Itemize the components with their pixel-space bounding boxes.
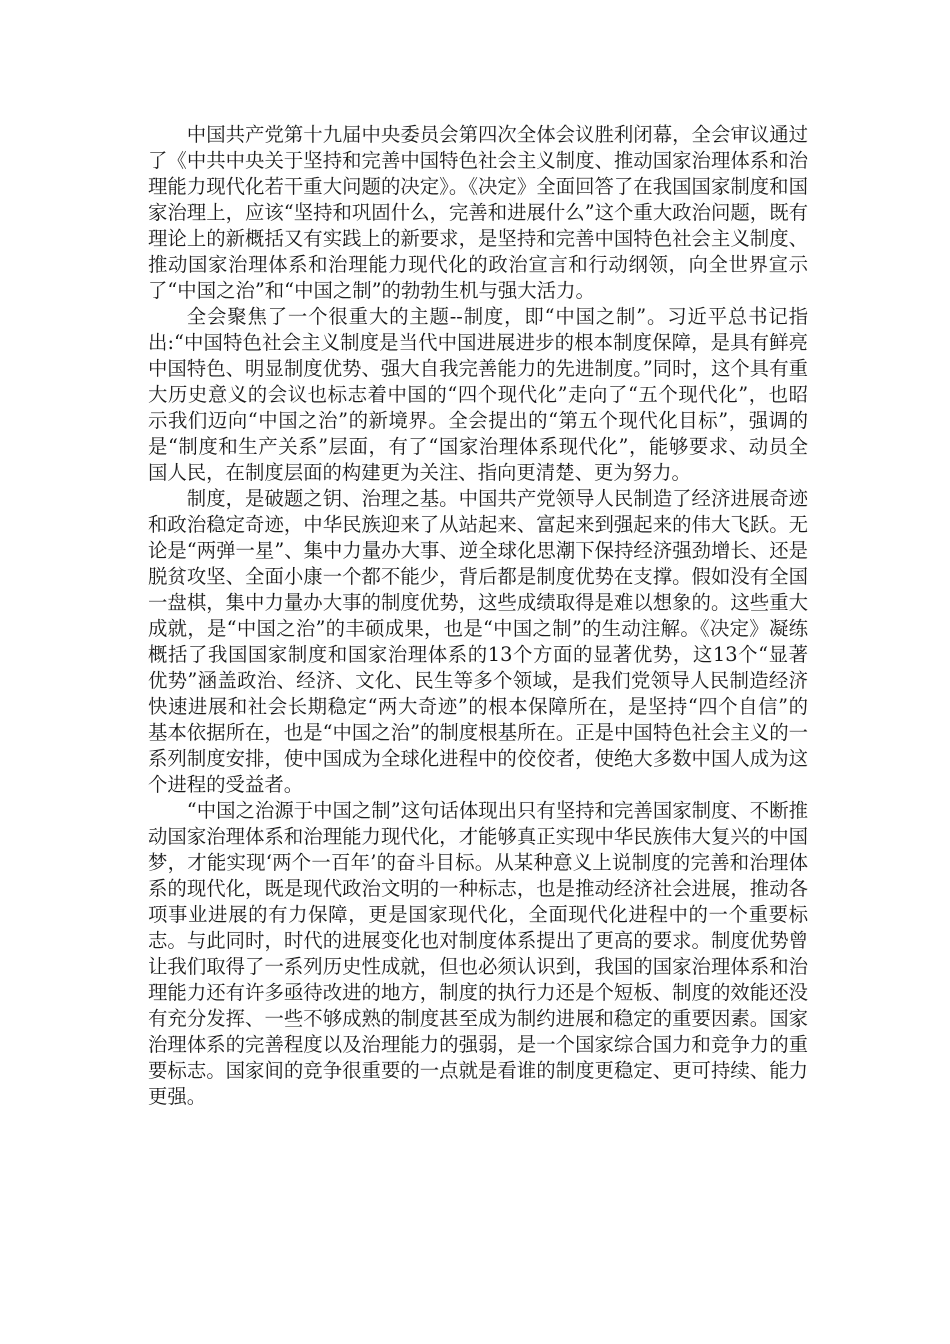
paragraph-4: “中国之治源于中国之制”这句话体现出只有坚持和完善国家制度、不断推动国家治理体系和治理能力现代化，才能够真正实现中华民族伟大复兴的中国梦，才能实现‘两个一百年’的奋斗目标。从某种意义上说制度的完善和治理体系的现代化，既是现代政治文明的一种标志，也是推动经济社会进展，推动各项事业进展的有力保障，更是国家现代化，全面现代化进程中的一个重要标志。与此同时，时代的进展变化也对制度体系提出了更高的要求。制度优势曾让我们取得了一系列历史性成就，但也必须认识到，我国的国家治理体系和治理能力还有许多亟待改进的地方，制度的执行力还是个短板、制度的效能还没有充分发挥、一些不够成熟的制度甚至成为制约进展和稳定的重要因素。国家治理体系的完善程度以及治理能力的强弱，是一个国家综合国力和竞争力的重要标志。国家间的竞争很重要的一点就是看谁的制度更稳定、更可持续、能力更强。 [148, 799, 808, 1108]
document-body [148, 122, 808, 1110]
paragraph-3: 制度，是破题之钥、治理之基。中国共产党领导人民制造了经济进展奇迹和政治稳定奇迹，中华民族迎来了从站起来、富起来到强起来的伟大飞跃。无论是“两弹一星”、集中力量办大事、逆全球化思潮下保持经济强劲增长、还是脱贫攻坚、全面小康一个都不能少，背后都是制度优势在支撑。假如没有全国一盘棋，集中力量办大事的制度优势，这些成绩取得是难以想象的。这些重大成就，是“中国之治”的丰硕成果，也是“中国之制”的生动注解。《决定》凝练概括了我国国家制度和国家治理体系的13个方面的显著优势，这13个“显著优势”涵盖政治、经济、文化、民生等多个领域，是我们党领导人民制造经济快速进展和社会长期稳定“两大奇迹”的根本保障所在，是坚持“四个自信”的基本依据所在，也是“中国之治”的制度根基所在。正是中国特色社会主义的一系列制度安排，使中国成为全球化进程中的佼佼者，使绝大多数中国人成为这个进程的受益者。 [148, 487, 808, 796]
paragraph-1: 中国共产党第十九届中央委员会第四次全体会议胜利闭幕，全会审议通过了《中共中央关于坚持和完善中国特色社会主义制度、推动国家治理体系和治理能力现代化若干重大问题的决定》。《决定》全面回答了在我国国家制度和国家治理上，应该“坚持和巩固什么，完善和进展什么”这个重大政治问题，既有理论上的新概括又有实践上的新要求，是坚持和完善中国特色社会主义制度、推动国家治理体系和治理能力现代化的政治宣言和行动纲领，向全世界宣示了“中国之治”和“中国之制”的勃勃生机与强大活力。 [148, 123, 808, 302]
paragraph-2: 全会聚焦了一个很重大的主题--制度，即“中国之制”。习近平总书记指出:“中国特色社会主义制度是当代中国进展进步的根本制度保障，是具有鲜亮中国特色、明显制度优势、强大自我完善能力的先进制度。”同时，这个具有重大历史意义的会议也标志着中国的“四个现代化”走向了“五个现代化”，也昭示我们迈向“中国之治”的新境界。全会提出的“第五个现代化目标”，强调的是“制度和生产关系”层面，有了“国家治理体系现代化”，能够要求、动员全国人民，在制度层面的构建更为关注、指向更清楚、更为努力。 [148, 305, 808, 484]
